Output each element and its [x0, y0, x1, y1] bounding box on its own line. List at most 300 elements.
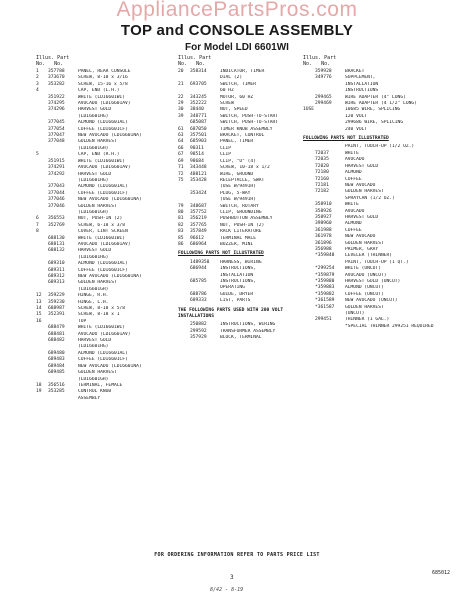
part-number: 688481 [48, 331, 65, 337]
illus-number: 21 [178, 81, 184, 87]
illus-number: 8 [36, 229, 39, 235]
part-description: INSTALLATION [345, 81, 379, 87]
part-number: 689313 [48, 280, 65, 286]
part-description: RACK LITERATURE [220, 229, 262, 235]
part-description: SWITCH, ROTARY [220, 203, 259, 209]
part-number: 359928 [315, 69, 332, 74]
part-number: 356553 [48, 216, 65, 222]
part-number: *361589 [315, 298, 335, 304]
part-number: 689484 [48, 363, 65, 369]
part-description: PANEL, REAR CONSOLE [78, 69, 131, 74]
illus-number: 63 [178, 133, 184, 139]
part-number: 348687 [190, 203, 207, 209]
part-number: 686944 [190, 266, 207, 272]
illus-number: 67 [178, 152, 184, 158]
part-number: 356219 [190, 216, 207, 222]
part-description: (UNCUT) [345, 311, 365, 317]
illus-number: 22 [178, 94, 184, 100]
part-number: *359880 [315, 279, 335, 284]
part-description: SCREW [220, 101, 234, 107]
illus-number: 29 [178, 101, 184, 107]
part-description: 10685 WIRE, SPLICING [345, 107, 401, 113]
illus-number: 19 [36, 389, 42, 395]
header-pno: No. [54, 61, 64, 67]
part-description: SPRAYCAN (1/2 OZ.) [345, 195, 395, 201]
illus-number: 83 [178, 229, 184, 235]
part-description: NEW AVOCADO [345, 182, 376, 188]
part-description: PAINT, TOUCH-UP (1/2 OZ.) [345, 144, 415, 150]
part-description: NEW AVOCADO (LDI6601NA) [78, 197, 142, 203]
part-description: HARNESS, WIRING [220, 259, 262, 265]
illus-number: 61 [178, 126, 184, 132]
parts-list [36, 69, 160, 402]
part-description: HARVEST GOLD [345, 214, 379, 220]
illus-number: 13 [36, 299, 42, 305]
part-number: 374296 [48, 107, 65, 113]
part-description: BLOCK, TERMINAL [220, 335, 262, 341]
part-description: SWITCH, TIMER [220, 81, 256, 87]
part-number: *359883 [315, 285, 335, 291]
part-description: (LDI6601GH) [78, 145, 109, 151]
part-description: ASSEMBLY [78, 395, 101, 401]
part-description: NUT, SPEED [220, 107, 248, 113]
illus-number: 2 [36, 75, 39, 81]
part-description: INSTRUCTIONS [345, 88, 379, 94]
part-description: HARVEST GOLD (UNCUT) [345, 279, 401, 284]
part-description: COFFEE (LDI6601CF) [78, 190, 128, 196]
part-description: (LDI6601GH) [78, 209, 109, 215]
part-description: SCREW, 15-16 x 5/8 [78, 81, 128, 87]
part-number: 358926 [315, 208, 332, 214]
part-description: CAP, END (R.H.) [78, 152, 120, 158]
part-description: HARVEST GOLD [345, 163, 379, 169]
part-row [36, 396, 160, 402]
part-description: (USE W/9491H) [220, 184, 256, 190]
part-description: AVOCADO (UNCUT) [345, 272, 387, 278]
part-number: 398960 [315, 221, 332, 227]
part-number: 250882 [190, 322, 207, 328]
part-number: 689333 [190, 298, 207, 304]
parts-list [178, 322, 294, 341]
column-header [36, 55, 160, 69]
part-description: WIRE ADAPTER (4" LONG) [345, 94, 406, 100]
part-number: 377046 [48, 197, 65, 203]
illus-number: 3 [36, 81, 39, 87]
part-number: 352769 [48, 222, 65, 228]
illus-number: 86 [178, 241, 184, 247]
parts-list [303, 69, 437, 133]
part-description: TOP [78, 318, 87, 324]
part-number: 361896 [315, 240, 332, 246]
part-description: RECEPTACLE, SWAT [220, 177, 265, 183]
part-number: 377046 [48, 203, 65, 209]
part-number: 343245 [190, 94, 207, 100]
part-description: NEW AVOCADO (LDI6601NA) [78, 274, 142, 279]
part-number: 72020 [315, 163, 329, 169]
header-no: No. [36, 61, 46, 67]
header-part: Part [324, 55, 337, 61]
illus-number: 12 [36, 293, 42, 299]
part-number: 688479 [48, 325, 65, 331]
part-number: 72035 [315, 157, 329, 163]
part-description: HARVEST GOLD [78, 248, 112, 254]
part-row [178, 298, 294, 304]
part-number: 377054 [48, 126, 65, 132]
part-row [178, 242, 294, 248]
part-description: COFFEE (UNCUT) [345, 291, 384, 297]
part-description: PRIMER, GRAY [345, 246, 379, 252]
part-description: BUZZER, MINI [220, 241, 254, 247]
part-description: ALMOND [345, 221, 362, 227]
section-heading: FOLLOWING PARTS NOT ILLUSTRATED [178, 251, 264, 257]
part-number: 688130 [48, 235, 65, 241]
header-pno: No. [321, 61, 331, 67]
part-description: NEW AVOCADO (LDI6601NA) [78, 133, 142, 139]
part-number: 358910 [315, 202, 332, 208]
part-number: 1489350 [190, 259, 210, 265]
parts-column-2 [178, 55, 294, 342]
part-description: 240 VOLT [345, 126, 368, 132]
part-description: SCREW, 10-18 x 1/2 [220, 165, 270, 171]
part-number: 353428 [190, 177, 207, 183]
part-number: 687050 [190, 126, 207, 132]
part-description: COFFEE (LDI6601CF) [78, 357, 128, 363]
parts-list [303, 144, 437, 330]
part-description: ALMOND (LDI6601AL) [78, 261, 128, 267]
part-description: PANEL, TIMER [220, 139, 254, 145]
part-description: COVER, LINT SCREEN [78, 229, 128, 235]
part-number: 348771 [190, 113, 207, 119]
part-description: GOLDEN HARVEST [78, 203, 117, 209]
part-number: 357501 [190, 133, 207, 139]
part-description: DIAL (2) [220, 75, 243, 81]
header-no: No. [178, 61, 188, 67]
part-description: GOLDEN HARVEST [345, 240, 384, 246]
part-description: PAINT, TOUCH-UP (1 QT.) [345, 259, 409, 265]
part-number: 688987 [48, 306, 65, 312]
part-row [178, 335, 294, 341]
part-row [303, 324, 437, 330]
part-description: ALMOND (UNCUT) [345, 285, 384, 291]
illus-number: 69 [178, 158, 184, 164]
part-description: BRACKET [345, 69, 365, 74]
part-description: TIMER KNOB ASSEMBLY [220, 126, 273, 132]
part-number: 349776 [315, 75, 332, 81]
illus-number: 81 [178, 216, 184, 222]
part-description: HINGE, R.H. [78, 293, 109, 299]
part-number: 359229 [48, 293, 65, 299]
parts-column-1 [36, 55, 160, 402]
part-number: *359882 [315, 291, 335, 297]
part-description: INSTALLATION [220, 272, 254, 278]
part-number: 685903 [190, 139, 207, 145]
part-description: INSTRUCTIONS, [220, 279, 256, 284]
part-description: WHITE (LDI6601WI) [78, 325, 126, 331]
part-description: CONTROL KNOB [78, 389, 112, 395]
part-description: (LDI6601HG) [78, 344, 109, 350]
column-header [178, 55, 294, 69]
part-number: 357929 [190, 335, 207, 341]
illus-number [36, 396, 48, 402]
part-number: 361988 [315, 227, 332, 233]
part-description: WIRE ADAPTER (4 1/2" LONG) [345, 101, 417, 107]
part-description: NEW AVOCADO (LDI6601NA) [78, 363, 142, 369]
illus-number: 14 [36, 306, 42, 312]
part-number: 299451 [315, 317, 332, 323]
part-number: 488121 [190, 171, 207, 177]
part-number: 689483 [48, 357, 65, 363]
part-description: NEW AVOCADO [345, 234, 376, 240]
part-description: CLIP, GROUNDING [220, 209, 262, 215]
part-number: 352391 [48, 312, 65, 318]
part-description: MOTOR, 60 HZ [220, 94, 254, 100]
header-pno: No. [196, 61, 206, 67]
part-number: 358314 [190, 69, 207, 74]
part-description: THINNER (1 GAL.) [345, 317, 390, 323]
illus-number: 72 [178, 171, 184, 177]
spacer [178, 335, 190, 341]
part-description: LEVELER (THINNER) [345, 253, 393, 259]
handwritten-note: 8/42 - 8-19 [210, 587, 244, 593]
part-description: INDICATOR, TIMER [220, 69, 265, 74]
part-number: 374291 [48, 165, 65, 171]
ordering-footer: FOR ORDERING INFORMATION REFER TO PARTS PRICE LIST [154, 552, 320, 558]
part-description: INSTRUCTIONS, [220, 266, 256, 272]
part-description: *SPECIAL THINNER 299251 REQUIRED [345, 323, 434, 329]
part-number: 72037 [315, 150, 329, 156]
part-number: 357849 [190, 229, 207, 235]
part-description: COFFEE (LDI6601CF) [78, 126, 128, 132]
part-number: 38440 [190, 107, 204, 113]
header-ill: Illus. [36, 55, 55, 61]
part-description: SWITCH, PUSH-TO-START [220, 113, 279, 119]
part-description: PLUG, 5-WAY [220, 190, 251, 196]
part-number: 343448 [190, 165, 207, 171]
part-description: (USE W/9491H) [220, 197, 256, 203]
part-number: 688786 [190, 291, 207, 297]
part-description: (LDI6601GH) [78, 286, 109, 292]
part-description: ALMOND [345, 170, 362, 176]
part-description: SWITCH, PUSH-TO-START [220, 120, 279, 126]
part-description: AVOCADO [345, 157, 365, 163]
part-description: SCREW, 6-18 x 3/8 [78, 222, 126, 228]
illus-number: 20 [178, 69, 184, 74]
part-number: 688132 [48, 248, 65, 254]
part-number: 351922 [48, 94, 65, 100]
spacer [303, 324, 315, 330]
illus-number: 1 [36, 69, 39, 74]
part-description: NUT, PUSH-IN (2) [78, 216, 123, 222]
part-number: 299465 [315, 94, 332, 100]
part-number: 377048 [48, 139, 65, 145]
illus-number: 82 [178, 222, 184, 228]
part-number: 356516 [48, 382, 65, 388]
part-description: (LDI6601HG) [78, 254, 109, 260]
part-number: 357765 [190, 222, 207, 228]
part-number: 377043 [48, 184, 65, 190]
spacer [178, 298, 190, 304]
part-number [315, 127, 345, 133]
part-row [303, 127, 437, 133]
part-number: 689311 [48, 267, 65, 273]
part-number: 689310 [48, 261, 65, 267]
part-number: 689485 [48, 370, 65, 376]
part-description: WHITE (LDI6601WI) [78, 158, 126, 164]
part-number: 377044 [48, 190, 65, 196]
part-description: WHITE (LDI6601WI) [78, 235, 126, 241]
part-description: WHITE (LDI6601WI) [78, 94, 126, 100]
illus-number: 64 [178, 139, 184, 145]
section-heading: FOLLOWING PARTS NOT ILLUSTRATED [303, 136, 389, 142]
part-number: 689480 [48, 350, 65, 356]
part-description: ALMOND (LDI6601AL) [78, 120, 128, 126]
part-description: SCREW, 8-18 x 3/16 [78, 75, 128, 81]
part-description: SCREW, 8-18 x 1 [78, 312, 120, 318]
illus-number: 16 [36, 318, 42, 324]
part-description: WHITE [345, 150, 359, 156]
illus-number: 85 [178, 235, 184, 241]
part-number [315, 324, 345, 330]
part-number: *361587 [315, 304, 335, 310]
illus-number: 71 [178, 165, 184, 171]
section-heading-200v: THE FOLLOWING PARTS USED WITH 200 VOLT INSTALLATIONS [178, 307, 284, 320]
part-description: GOLDEN HARVEST [345, 304, 384, 310]
part-description: TERMINAL, FEMALE [78, 382, 123, 388]
part-number: 361978 [315, 234, 332, 240]
part-description: GOLDEN HARVEST [345, 189, 384, 195]
watermark: AppliancePartsPros.com [116, 0, 358, 21]
illus-number: 5 [36, 152, 39, 158]
part-number: 90311 [190, 145, 204, 151]
part-description: 120 VOLT [345, 113, 368, 119]
part-number: 72181 [315, 182, 329, 188]
part-description: COFFEE (LDI6601CF) [78, 267, 128, 273]
part-description: (LDI6601HG) [78, 177, 109, 183]
document-id: 685012 [432, 570, 451, 576]
part-description: WHITE (UNCUT) [345, 266, 381, 272]
part-description: (LDI6601HG) [78, 113, 109, 119]
illus-number: 1USE [303, 107, 315, 113]
parts-list [178, 260, 294, 305]
illus-number: 80 [178, 209, 184, 215]
part-description: GOLDEN HARVEST [78, 139, 117, 145]
part-description: 299686 WIRE, SPLICING [345, 120, 404, 126]
part-description: CLIP [220, 152, 232, 158]
part-number: 374295 [48, 101, 65, 107]
part-number: 693705 [190, 81, 207, 87]
part-number: 356988 [315, 246, 332, 252]
part-description: PUSHBUTTON ASSEMBLY [220, 216, 273, 222]
part-number: 357752 [190, 209, 207, 215]
part-description: GOLDEN HARVEST [78, 370, 117, 376]
part-description: NEW AVOCADO (UNCUT) [345, 298, 398, 304]
part-description: CAP, END (L.H.) [78, 88, 120, 94]
part-number: 353285 [48, 389, 65, 395]
part-description: HARVEST GOLD [78, 338, 112, 344]
part-description: ALMOND (LDI6601AL) [78, 184, 128, 190]
part-number [48, 396, 78, 402]
part-description: CLIP [220, 145, 232, 151]
illus-number: 6 [36, 216, 39, 222]
part-description: NUT, PUSH-IN (2) [220, 222, 265, 228]
part-description: SCREW, 8-18 x 5/8 [78, 306, 126, 312]
part-number: 72182 [315, 189, 329, 195]
part-description: LIST, PARTS [220, 298, 251, 304]
part-description: HINGE, L.H. [78, 299, 109, 305]
illus-number: 7 [36, 222, 39, 228]
part-number: 72160 [315, 176, 329, 182]
illus-number [303, 127, 315, 133]
illus-number: 39 [178, 113, 184, 119]
part-number: *359879 [315, 272, 335, 278]
part-number: 299469 [315, 101, 332, 107]
part-number: 377045 [48, 120, 65, 126]
part-number: 373670 [48, 75, 65, 81]
part-description: AVOCADO (LDI6601AV) [78, 101, 131, 107]
header-ill: Illus. [303, 55, 322, 61]
part-description: TERMINAL MALE [220, 235, 256, 241]
part-number: 299592 [190, 328, 207, 334]
illus-number: 66 [178, 145, 184, 151]
part-description: SUPPLEMENT, [345, 75, 376, 81]
part-description: TRANSFORMER ASSEMBLY [220, 328, 276, 334]
part-number: 357788 [48, 69, 65, 74]
part-description: WHITE [345, 202, 359, 208]
part-number: 688131 [48, 241, 65, 247]
part-description: WIRE, GROUND [220, 171, 254, 177]
part-description: COFFEE [345, 176, 362, 182]
header-no: No. [303, 61, 313, 67]
page-number: 3 [230, 574, 234, 581]
header-ill: Illus. [178, 55, 197, 61]
part-description: CLIP, "U" (4) [220, 158, 256, 164]
part-number: 351915 [48, 158, 65, 164]
part-number: 72180 [315, 170, 329, 176]
part-description: OPERATING [220, 285, 245, 291]
part-description: BRACKET, CONTROL [220, 133, 265, 139]
part-number: 686964 [190, 241, 207, 247]
part-number: 98514 [190, 152, 204, 158]
part-description: ALMOND (LDI6601AL) [78, 350, 128, 356]
column-header [303, 55, 437, 69]
illus-number: 18 [36, 382, 42, 388]
part-number: 352222 [190, 101, 207, 107]
header-part: Part [57, 55, 70, 61]
header-part: Part [199, 55, 212, 61]
part-number: 689312 [48, 274, 65, 279]
part-description: 60 HZ [220, 88, 234, 94]
page-subtitle: For Model LDI 6601WI [185, 42, 289, 53]
part-description: AVOCADO (LDI6601AV) [78, 165, 131, 171]
part-description: AVOCADO (LDI6601AV) [78, 331, 131, 337]
part-number: 358927 [315, 214, 332, 220]
page-title: TOP and CONSOLE ASSEMBLY [120, 22, 354, 39]
part-number: 688482 [48, 338, 65, 344]
illus-number: 75 [178, 177, 184, 183]
part-description: GUIDE, DRYER [220, 291, 254, 297]
part-description: GOLDEN HARVEST [78, 280, 117, 286]
part-description: INSTRUCTIONS, WIRING [220, 322, 276, 328]
part-number: 96612 [190, 235, 204, 241]
part-number: 353424 [190, 190, 207, 196]
part-description: AVOCADO [345, 208, 365, 214]
illus-number: 15 [36, 312, 42, 318]
illus-number: 79 [178, 203, 184, 209]
part-number: 377047 [48, 133, 65, 139]
part-number: *359848 [315, 253, 335, 259]
part-number: 685087 [190, 120, 207, 126]
part-number: 374292 [48, 171, 65, 177]
